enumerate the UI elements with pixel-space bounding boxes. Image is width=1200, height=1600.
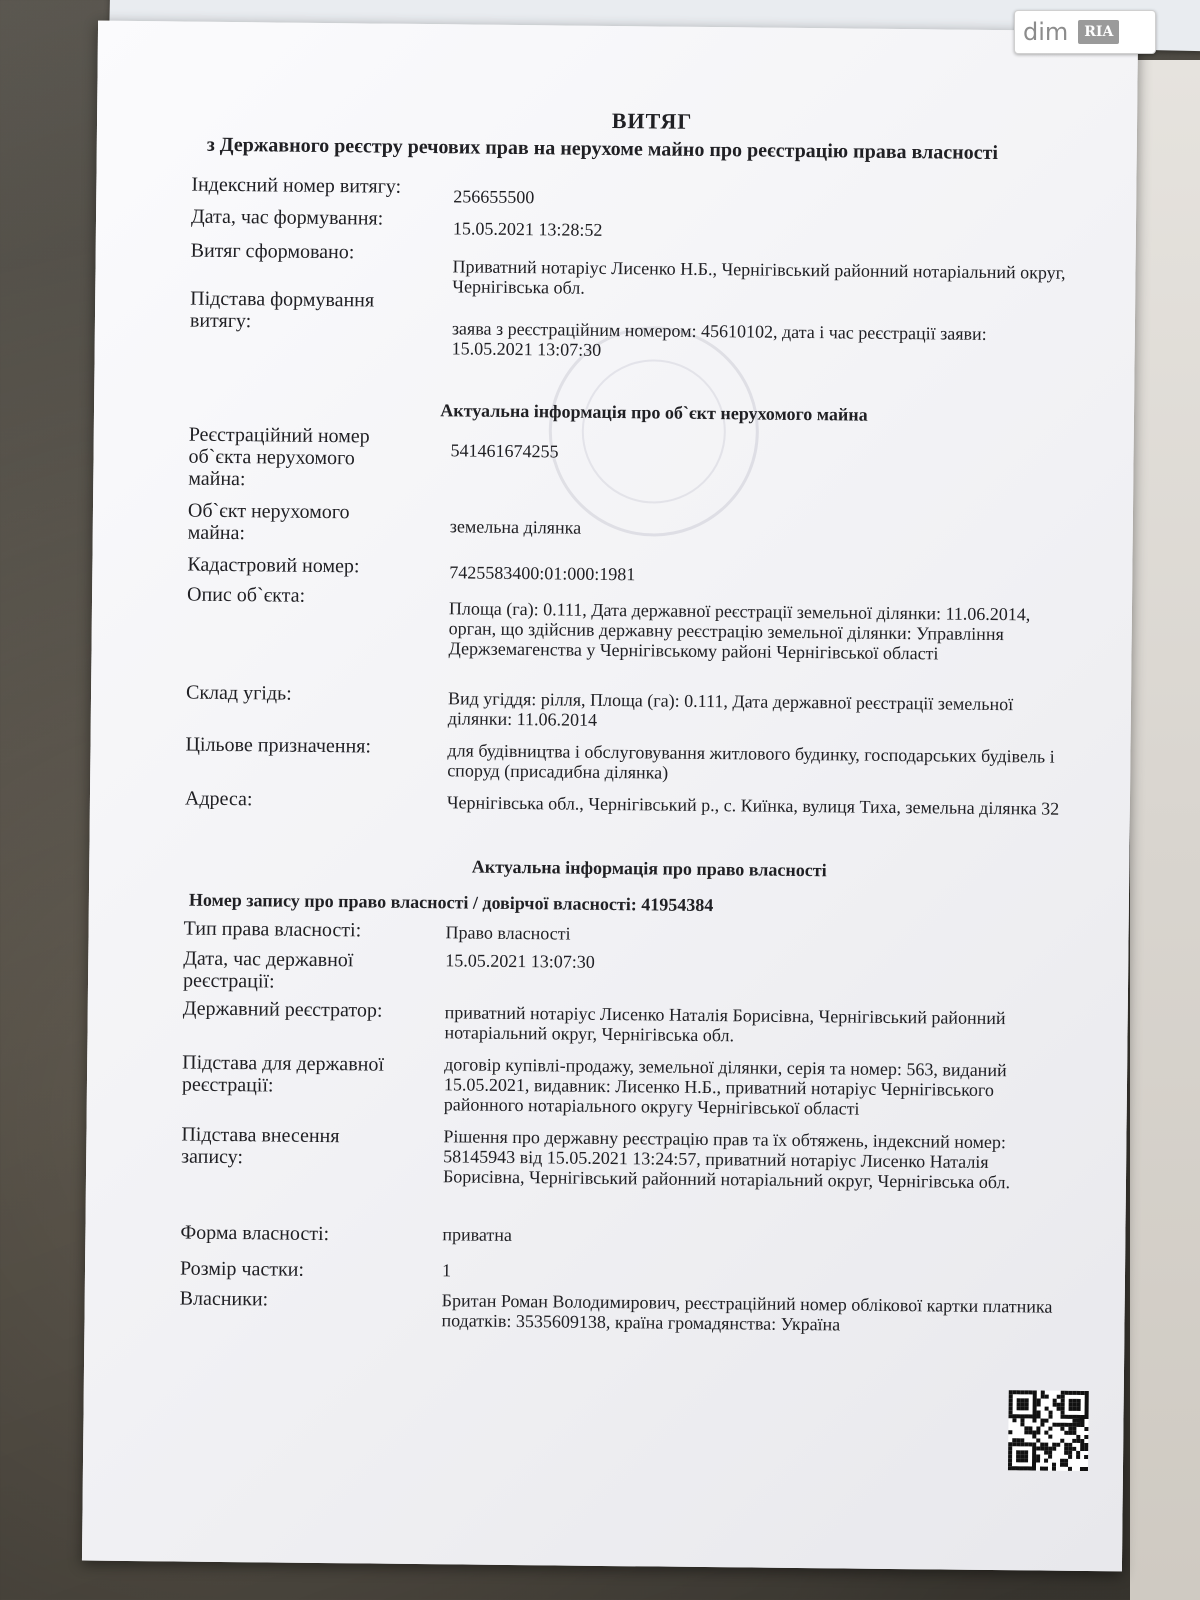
field-value: 1: [441, 1260, 452, 1281]
field-registration-datetime: [183, 948, 1063, 1001]
field-label: Цільове призначення:: [185, 733, 372, 758]
field-object-type: [188, 500, 1068, 553]
field-label: Державний реєстратор:: [182, 997, 383, 1022]
field-land-composition: [186, 682, 1066, 735]
field-label: Тип права власності:: [183, 917, 362, 942]
field-label: Адреса:: [184, 787, 253, 811]
ownership-record-heading: Номер запису про право власності / довірчої власності: 41954384: [188, 889, 714, 916]
field-value: Приватний нотаріус Лисенко Н.Б., Чернігівський районний нотаріальний округ, Чернігівська обл.: [452, 256, 1066, 298]
field-object-reg-number: [188, 424, 1069, 499]
field-value: заява з реєстраційним номером: 45610102, дата і час реєстрації заяви: 15.05.2021 13:07:30: [451, 318, 987, 360]
field-label: Склад угідь:: [185, 681, 292, 705]
field-value: 15.05.2021 13:28:52: [452, 218, 603, 240]
field-value: для будівництва і обслуговування житлового будинку, господарських будівель і споруд (присадибна ділянка): [447, 740, 1055, 783]
field-value: Британ Роман Володимирович, реєстраційний номер облікової картки платника податків: 3535609138, країна громадянства: Україна: [441, 1290, 1053, 1335]
field-label: Об`єкт нерухомого майна:: [187, 499, 350, 545]
field-label: Дата, час державної реєстрації:: [182, 947, 354, 993]
field-label: Форма власності:: [180, 1221, 330, 1246]
field-label: Власники:: [179, 1287, 269, 1311]
field-value: 15.05.2021 13:07:30: [445, 950, 595, 972]
object-section-heading: Актуальна інформація про об`єкт нерухомого майна: [440, 400, 868, 425]
field-value: Рішення про державну реєстрацію прав та їх обтяжень, індексний номер: 58145943 від 15.05.2021 13:24:57, приватний нотаріус Лисенко Наталія Борисівна, Чернігівський районний нотаріальний округ, Чернігівська обл.: [442, 1126, 1011, 1193]
field-owners: [179, 1288, 1059, 1337]
field-value: договір купівлі-продажу, земельної ділянки, серія та номер: 563, виданий 15.05.2021, видавник: Лисенко Н.Б., приватний нотаріус Чернігівського районного нотаріального округу Чернігівської області: [443, 1054, 1007, 1119]
document-subtitle: з Державного реєстру речових прав на нерухоме майно про реєстрацію права власності: [206, 133, 999, 165]
field-ownership-type: [183, 918, 1063, 949]
ownership-section-heading: Актуальна інформація про право власності: [471, 856, 827, 881]
field-value: 541461674255: [450, 440, 559, 462]
field-label: Опис об`єкта:: [186, 583, 306, 607]
field-registrar: [182, 998, 1062, 1049]
field-value: земельна ділянка: [449, 516, 582, 538]
field-label: Розмір частки:: [179, 1257, 305, 1281]
field-value: Чернігівська обл., Чернігівський р., с. Киїнка, вулиця Тиха, земельна ділянка 32: [446, 792, 1060, 819]
document-title: ВИТЯГ: [611, 107, 693, 134]
logo-dim-text: dim: [1023, 18, 1069, 46]
qr-code: [1008, 1390, 1089, 1471]
field-purpose: [185, 734, 1065, 787]
background-cushion: [1130, 60, 1200, 1600]
field-value: приватна: [442, 1224, 513, 1245]
document-page: [82, 21, 1138, 1572]
field-value: 256655500: [453, 186, 535, 208]
field-label: Індексний номер витягу:: [191, 173, 402, 198]
field-value: Вид угіддя: рілля, Площа (га): 0.111, Дата державної реєстрації земельної ділянки: 11.06.2014: [447, 688, 1014, 730]
logo-ria-badge: RIA: [1078, 20, 1119, 44]
field-label: Кадастровий номер:: [187, 553, 360, 578]
field-object-description: [186, 584, 1067, 665]
field-value: 7425583400:01:000:1981: [449, 562, 636, 585]
field-label: Підстава внесення запису:: [181, 1123, 340, 1169]
field-registration-basis: [182, 1052, 1063, 1121]
dimria-logo: [1014, 10, 1156, 54]
field-formation-basis: [190, 288, 1071, 365]
field-value: Право власності: [445, 922, 571, 944]
field-value: приватний нотаріус Лисенко Наталія Борисівна, Чернігівський районний нотаріальний округ, Чернігівська обл.: [444, 1002, 1006, 1046]
field-entry-basis: [181, 1124, 1062, 1193]
field-value: Площа (га): 0.111, Дата державної реєстрації земельної ділянки: 11.06.2014, орган, що здійснив державну реєстрацію земельної ділянки: Управління Держземагенства у Чернігівському районі Чернігівської області: [448, 598, 1031, 664]
field-formation-datetime: [191, 206, 1071, 245]
field-cadastral-number: [187, 554, 1067, 589]
field-ownership-form: [180, 1222, 1060, 1253]
field-share-size: [180, 1258, 1060, 1289]
field-label: Підстава формування витягу:: [189, 287, 375, 333]
field-label: Підстава для державної реєстрації:: [181, 1051, 385, 1097]
field-label: Дата, час формування:: [190, 205, 384, 230]
field-label: Витяг сформовано:: [190, 239, 355, 264]
field-label: Реєстраційний номер об`єкта нерухомого майна:: [188, 423, 370, 491]
field-address: [185, 788, 1065, 819]
